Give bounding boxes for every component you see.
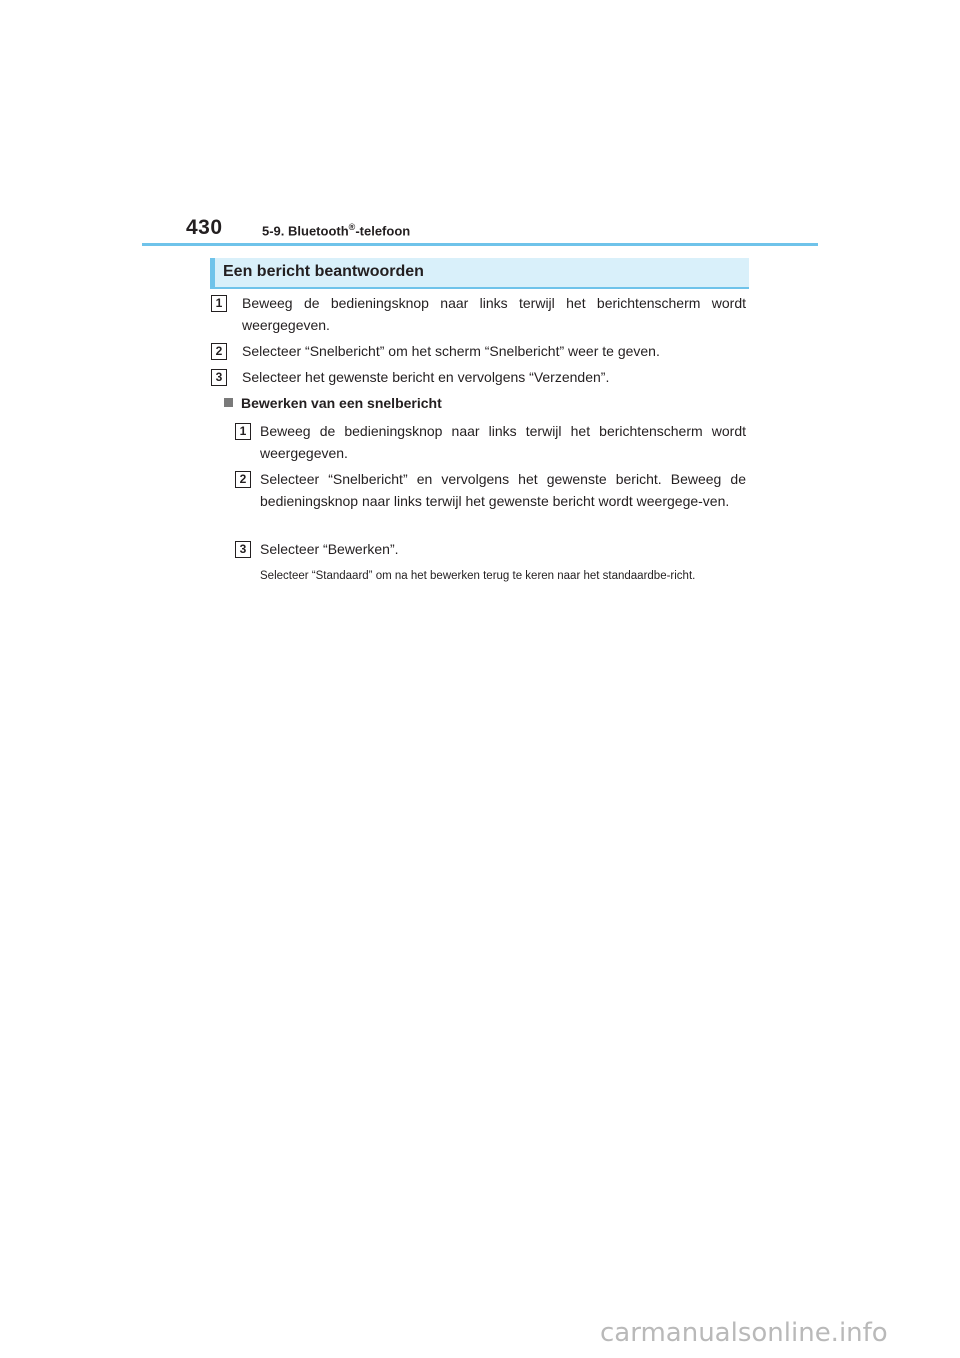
page-number: 430 xyxy=(186,216,223,239)
sub-step-text-2: Selecteer “Snelbericht” en vervolgens het gewenste bericht. Beweeg de bedieningsknop naar links terwijl het gewenste bericht wordt weergege-ven. xyxy=(260,471,746,509)
sub-step-text-3: Selecteer “Bewerken”. xyxy=(260,541,399,557)
step-number-2: 2 xyxy=(211,343,227,360)
sub-step-number-1: 1 xyxy=(235,423,251,440)
square-bullet-icon xyxy=(224,398,233,407)
section-title-prefix: 5-9. Bluetooth xyxy=(262,223,349,239)
footer-watermark[interactable]: carmanualsonline.info xyxy=(600,1318,888,1348)
step-text-2: Selecteer “Snelbericht” om het scherm “Snelbericht” weer te geven. xyxy=(242,343,660,359)
sub-step-number-2: 2 xyxy=(235,471,251,488)
header-rule xyxy=(142,243,818,246)
heading-title: Een bericht beantwoorden xyxy=(223,263,424,280)
section-title-suffix: -telefoon xyxy=(355,223,411,239)
heading-bar xyxy=(210,258,749,289)
sub-step-text-1: Beweeg de bedieningsknop naar links terwijl het berichtenscherm wordt weergegeven. xyxy=(260,423,746,461)
step-number-3: 3 xyxy=(211,369,227,386)
sub-step-number-3: 3 xyxy=(235,541,251,558)
step-number-1: 1 xyxy=(211,295,227,312)
step-text-1: Beweeg de bedieningsknop naar links terwijl het berichtenscherm wordt weergegeven. xyxy=(242,295,746,333)
section-title xyxy=(262,222,410,238)
step-text-3: Selecteer het gewenste bericht en vervolgens “Verzenden”. xyxy=(242,369,610,385)
note-text: Selecteer “Standaard” om na het bewerken terug te keren naar het standaardbe-richt. xyxy=(260,570,696,582)
registered-mark: ® xyxy=(348,222,356,232)
subsection-heading xyxy=(224,395,442,411)
subsection-title: Bewerken van een snelbericht xyxy=(241,395,442,411)
